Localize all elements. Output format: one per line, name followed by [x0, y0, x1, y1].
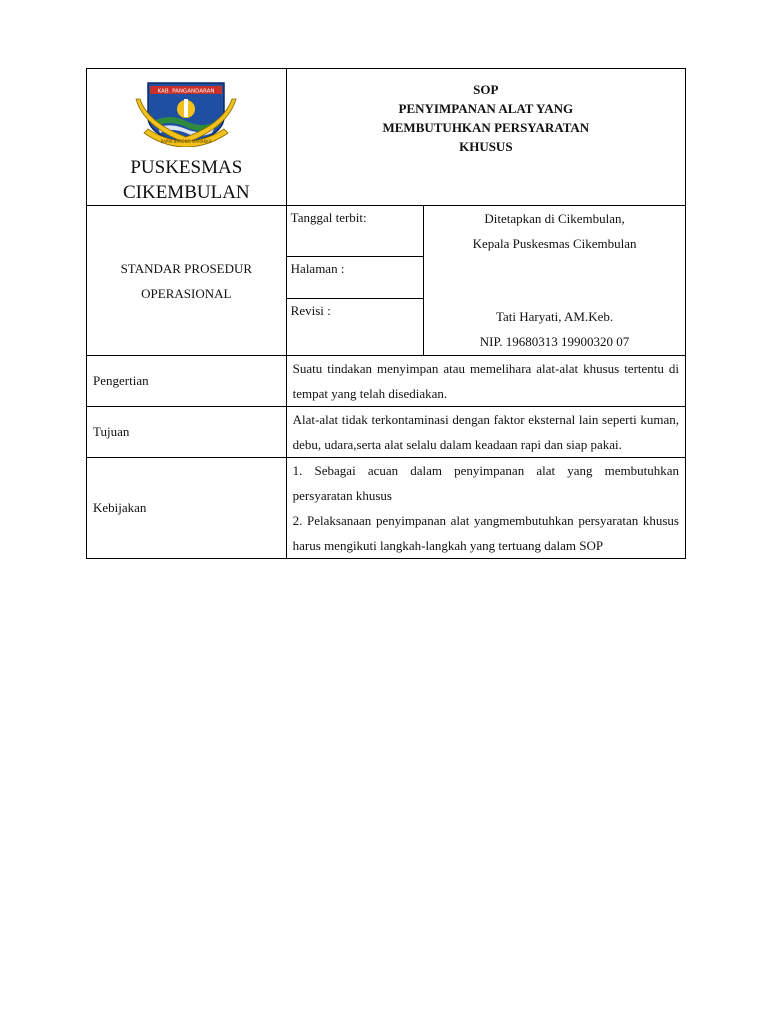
section-label: Tujuan: [87, 407, 287, 458]
title-line: PENYIMPANAN ALAT YANG: [398, 101, 574, 116]
title-line: SOP: [473, 82, 499, 97]
approver-name: Tati Haryati, AM.Keb.: [495, 309, 614, 324]
section-row: [87, 458, 686, 559]
section-row: [87, 407, 686, 458]
sop-table: [86, 68, 686, 559]
revision-label: Revisi :: [286, 299, 423, 356]
section-row: [87, 356, 686, 407]
issue-date-label: Tanggal terbit:: [286, 206, 423, 257]
document-type: STANDAR PROSEDUR OPERASIONAL: [87, 206, 287, 356]
emblem-motto-text: RAPIH BARENG MARAKKA: [160, 139, 212, 144]
section-content: [286, 458, 685, 559]
approver-nip: NIP. 19680313 19900320 07: [479, 334, 630, 349]
organization-name: PUSKESMAS CIKEMBULAN: [122, 157, 250, 203]
section-content: Suatu tindakan menyimpan atau memelihara alat-alat khusus tertentu di tempat yang telah disediakan.: [286, 356, 685, 407]
policy-item: 2. Pelaksanaan penyimpanan alat yangmembutuhkan persyaratan khusus harus mengikuti langkah-langkah yang tertuang dalam SOP: [292, 513, 679, 553]
section-label: Kebijakan: [87, 458, 287, 559]
header-org-cell: [87, 69, 287, 206]
section-content: Alat-alat tidak terkontaminasi dengan faktor eksternal lain seperti kuman, debu, udara,serta alat selalu dalam keadaan rapi dan siap pakai.: [286, 407, 685, 458]
title-line: MEMBUTUHKAN PERSYARATAN: [382, 120, 590, 135]
title-line: KHUSUS: [459, 139, 513, 154]
section-label: Pengertian: [87, 356, 287, 407]
page-label: Halaman :: [286, 257, 423, 299]
emblem-top-text: KAB. PANGANDARAN: [157, 88, 215, 95]
policy-item: 1. Sebagai acuan dalam penyimpanan alat yang membutuhkan persyaratan khusus: [292, 463, 679, 503]
approval-position: Kepala Puskesmas Cikembulan: [472, 236, 637, 251]
document-title: [286, 69, 685, 206]
regency-emblem-icon: [134, 77, 238, 147]
approval-block: [424, 206, 686, 356]
approval-place: Ditetapkan di Cikembulan,: [484, 211, 625, 226]
